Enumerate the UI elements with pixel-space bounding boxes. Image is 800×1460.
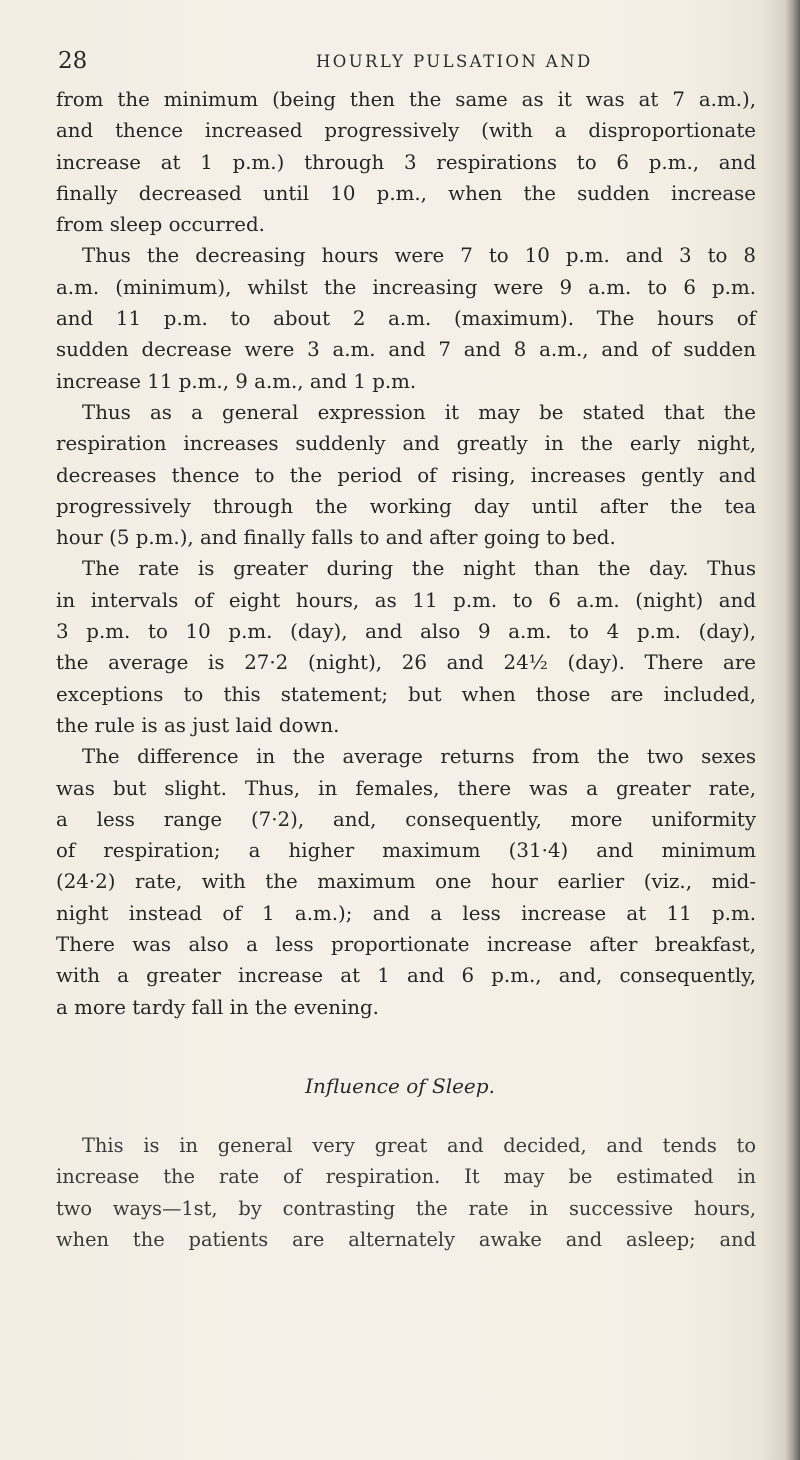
- text-line: from the minimum (being then the same as it was at 7 a.m.),: [56, 88, 756, 111]
- text-line: decreases thence to the period of rising, increases gently and: [56, 463, 756, 487]
- text-line: Thus as a general expression it may be stated that the: [82, 400, 756, 424]
- text-line: increase at 1 p.m.) through 3 respirations to 6 p.m., and: [56, 150, 756, 174]
- text-line: respiration increases suddenly and greatly in the early night,: [56, 432, 756, 456]
- text-line: The rate is greater during the night than the day. Thus: [82, 557, 756, 581]
- text-line: Thus the decreasing hours were 7 to 10 p.m. and 3 to 8: [82, 244, 756, 268]
- text-line: progressively through the working day until after the tea: [56, 494, 756, 518]
- page-header: [58, 48, 758, 78]
- text-line: 3 p.m. to 10 p.m. (day), and also 9 a.m. to 4 p.m. (day),: [56, 620, 756, 644]
- text-line: the rule is as just laid down.: [56, 713, 340, 737]
- text-line: two ways—1st, by contrasting the rate in successive hours,: [56, 1196, 756, 1220]
- text-line: There was also a less proportionate increase after breakfast,: [56, 933, 756, 957]
- text-line: sudden decrease were 3 a.m. and 7 and 8 a.m., and of sudden: [56, 338, 756, 362]
- section-heading: Influence of Sleep.: [305, 1074, 495, 1098]
- text-line: The difference in the average returns from the two sexes: [82, 745, 756, 769]
- text-line: of respiration; a higher maximum (31·4) and minimum: [56, 839, 756, 863]
- text-line: increase the rate of respiration. It may be estimated in: [56, 1165, 756, 1189]
- page-edge-shadow: [786, 0, 800, 1460]
- text-line: (24·2) rate, with the maximum one hour earlier (viz., mid-: [56, 870, 756, 894]
- running-head: HOURLY PULSATION AND: [316, 52, 593, 71]
- text-line: night instead of 1 a.m.); and a less increase at 11 p.m.: [56, 901, 756, 925]
- text-line: was but slight. Thus, in females, there was a greater rate,: [56, 776, 756, 800]
- text-line: a less range (7·2), and, consequently, more uniformity: [56, 807, 756, 831]
- section-body: [56, 1130, 756, 1255]
- text-line: from sleep occurred.: [56, 213, 265, 237]
- text-line: This is in general very great and decided, and tends to: [82, 1134, 756, 1157]
- text-line: hour (5 p.m.), and finally falls to and after going to bed.: [56, 526, 616, 550]
- text-line: exceptions to this statement; but when those are included,: [56, 682, 756, 706]
- text-line: and 11 p.m. to about 2 a.m. (maximum). The hours of: [56, 307, 756, 331]
- text-line: a.m. (minimum), whilst the increasing were 9 a.m. to 6 p.m.: [56, 275, 756, 299]
- text-line: with a greater increase at 1 and 6 p.m., and, consequently,: [56, 964, 756, 988]
- text-line: when the patients are alternately awake and asleep; and: [56, 1227, 756, 1251]
- text-line: a more tardy fall in the evening.: [56, 995, 379, 1019]
- text-line: finally decreased until 10 p.m., when the sudden increase: [56, 181, 756, 205]
- page-number: 28: [58, 48, 88, 74]
- body-text: [56, 84, 756, 1023]
- text-line: in intervals of eight hours, as 11 p.m. to 6 a.m. (night) and: [56, 588, 756, 612]
- text-line: and thence increased progressively (with a disproportionate: [56, 119, 756, 143]
- text-line: increase 11 p.m., 9 a.m., and 1 p.m.: [56, 369, 417, 393]
- text-line: the average is 27·2 (night), 26 and 24½ (day). There are: [56, 651, 756, 675]
